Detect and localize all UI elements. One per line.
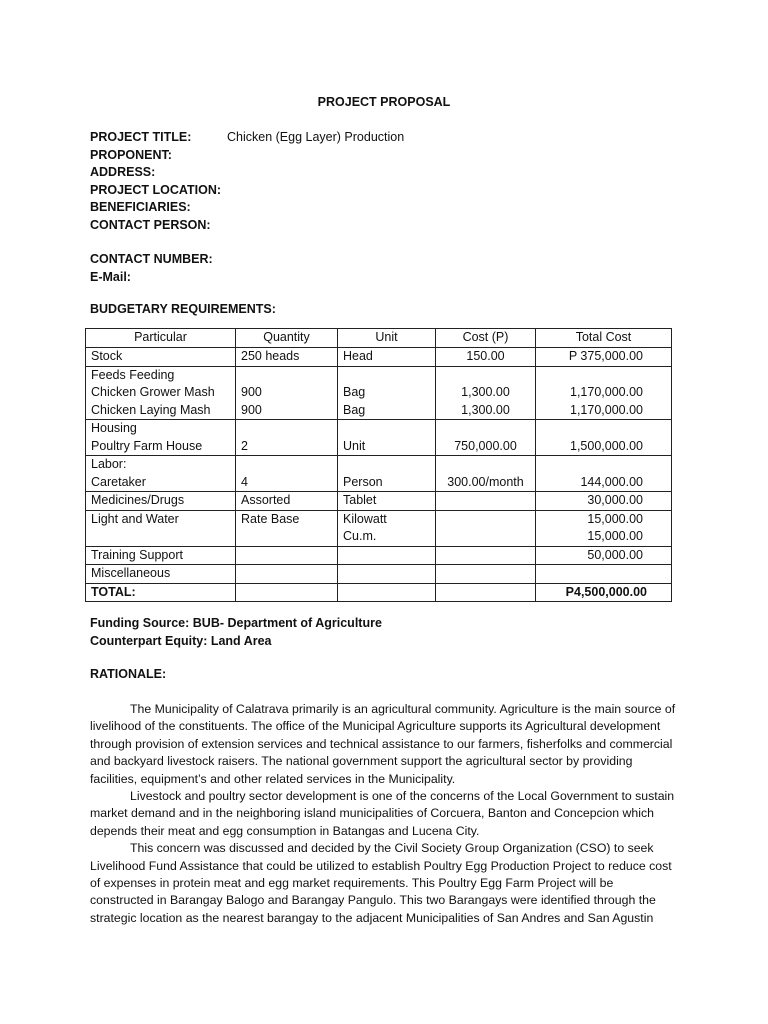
cell-line: Medicines/Drugs xyxy=(91,493,185,507)
cell-line: Bag xyxy=(343,385,366,399)
table-cell-unit xyxy=(338,348,436,367)
cell-line: Kilowatt xyxy=(343,511,387,526)
cell-line xyxy=(441,565,530,583)
table-cell-cost xyxy=(436,456,536,492)
table-cell-particular xyxy=(86,492,236,511)
cell-line: Labor: xyxy=(91,457,127,471)
table-cell-quantity xyxy=(236,348,338,367)
cell-line xyxy=(441,511,530,529)
cell-line: 250 heads xyxy=(241,349,300,363)
table-cell-cost xyxy=(436,546,536,565)
counterpart-equity: Counterpart Equity: Land Area xyxy=(90,634,272,648)
field-label: ADDRESS: xyxy=(90,165,156,179)
cell-line xyxy=(241,420,332,438)
table-cell xyxy=(338,583,436,602)
cell-line: Rate Base xyxy=(241,511,300,526)
table-cell-quantity xyxy=(236,366,338,420)
cell-line: Chicken Laying Mash xyxy=(91,402,211,417)
table-cell-cost xyxy=(436,420,536,456)
funding-source: Funding Source: BUB- Department of Agriculture xyxy=(90,616,382,630)
cell-line: Bag xyxy=(343,402,366,417)
total-label: TOTAL: xyxy=(86,583,236,602)
cell-line: 900 xyxy=(241,402,262,417)
cell-line: 750,000.00 xyxy=(454,438,517,453)
table-cell-particular xyxy=(86,348,236,367)
table-cell-unit xyxy=(338,546,436,565)
cell-line: Light and Water xyxy=(91,511,179,526)
column-header: Cost (P) xyxy=(436,329,536,348)
table-total-row xyxy=(86,583,672,602)
table-cell-cost xyxy=(436,348,536,367)
table-cell-particular xyxy=(86,366,236,420)
table-header-row xyxy=(86,329,672,348)
table-cell-total xyxy=(536,510,672,546)
column-header: Total Cost xyxy=(536,329,672,348)
cell-line: 900 xyxy=(241,385,262,399)
table-row xyxy=(86,510,672,546)
cell-line: 30,000.00 xyxy=(587,493,643,507)
table-cell-unit xyxy=(338,420,436,456)
table-cell-cost xyxy=(436,565,536,584)
field-value: Chicken (Egg Layer) Production xyxy=(227,130,405,144)
table-row xyxy=(86,492,672,511)
field-address xyxy=(90,164,404,182)
cell-line: Chicken Grower Mash xyxy=(91,385,215,399)
budget-table xyxy=(85,328,672,602)
table-row xyxy=(86,348,672,367)
table-cell-quantity xyxy=(236,565,338,584)
field-label: CONTACT PERSON: xyxy=(90,217,211,232)
cell-line: Feeds Feeding xyxy=(91,367,175,382)
field-label: PROJECT LOCATION: xyxy=(90,182,222,197)
rationale-body xyxy=(90,701,680,927)
field-project-title xyxy=(90,129,404,147)
table-cell-unit xyxy=(338,565,436,584)
rationale-heading: RATIONALE: xyxy=(90,667,167,681)
cell-line xyxy=(91,528,230,546)
cell-line: P 375,000.00 xyxy=(568,349,643,363)
table-cell xyxy=(236,583,338,602)
rationale-paragraph: Livestock and poultry sector development is one of the concerns of the Local Government to sustain market demand and in the neighboring island municipalities of Corcuera, Banton and Concepcion which depends their meat and egg consumption in Batangas and Lucena City. xyxy=(90,789,675,838)
field-label: CONTACT NUMBER: xyxy=(90,252,213,266)
cell-line: Tablet xyxy=(343,493,377,507)
table-cell-cost xyxy=(436,366,536,420)
funding-block xyxy=(90,614,382,650)
budget-heading: BUDGETARY REQUIREMENTS: xyxy=(90,302,276,316)
cell-line: Housing xyxy=(91,421,137,435)
cell-line: 1,300.00 xyxy=(461,402,510,417)
table-row xyxy=(86,366,672,420)
cell-line: Stock xyxy=(91,349,123,363)
table-cell-cost xyxy=(436,510,536,546)
cell-line xyxy=(541,367,643,385)
cell-line: Head xyxy=(343,349,373,363)
field-contact-person xyxy=(90,217,404,235)
cell-line xyxy=(241,565,332,583)
table-cell-total xyxy=(536,366,672,420)
table-cell-particular xyxy=(86,420,236,456)
field-label: PROPONENT: xyxy=(90,147,172,162)
cell-line xyxy=(343,547,430,565)
table-cell-particular xyxy=(86,565,236,584)
cell-line xyxy=(343,420,430,438)
cell-line: 1,500,000.00 xyxy=(570,438,643,453)
cell-line: 1,300.00 xyxy=(461,385,510,399)
table-cell-quantity xyxy=(236,510,338,546)
cell-line: Person xyxy=(343,474,383,489)
cell-line: 1,170,000.00 xyxy=(570,385,643,399)
table-row xyxy=(86,420,672,456)
cell-line: 1,170,000.00 xyxy=(570,402,643,417)
field-contact-number xyxy=(90,251,404,269)
cell-line: 2 xyxy=(241,438,248,453)
table-cell-unit xyxy=(338,456,436,492)
cell-line xyxy=(343,565,430,583)
table-cell-unit xyxy=(338,492,436,511)
cell-line: Unit xyxy=(343,438,366,453)
spacer xyxy=(90,234,404,251)
table-cell-quantity xyxy=(236,492,338,511)
project-info-fields xyxy=(90,129,404,286)
cell-line xyxy=(343,456,430,474)
cell-line: 144,000.00 xyxy=(580,474,643,489)
field-email xyxy=(90,269,404,287)
table-cell-total xyxy=(536,546,672,565)
cell-line xyxy=(441,367,530,385)
cell-line xyxy=(241,528,332,546)
field-label: BENEFICIARIES: xyxy=(90,200,191,214)
table-cell-total xyxy=(536,492,672,511)
cell-line xyxy=(343,367,430,385)
cell-line xyxy=(241,367,332,385)
total-value: P4,500,000.00 xyxy=(536,583,672,602)
table-cell-quantity xyxy=(236,420,338,456)
cell-line: 15,000.00 xyxy=(587,511,643,526)
rationale-paragraph: The Municipality of Calatrava primarily is an agricultural community. Agriculture is the main source of livelihood of the constituents. The office of the Municipal Agriculture supports its Agricultural development through provision of extension services and technical assistance to our farmers, fisherfolks and commercial and backyard livestock raisers. The national government support the agricultural sector by providing facilities, equipment’s and other related services in the Municipality. xyxy=(90,702,676,786)
table-cell-quantity xyxy=(236,546,338,565)
rationale-paragraph: This concern was discussed and decided by the Civil Society Group Organization (CSO) to seek Livelihood Fund Assistance that could be utilized to establish Poultry Egg Production Project to reduce cost of expenses in protein meat and egg market requirements. This Poultry Egg Farm Project will be constructed in Barangay Balogo and Barangay Pangulo. This two Barangays were identified through the strategic location as the nearest barangay to the adjacent Municipalities of San Andres and San Agustin xyxy=(90,841,672,925)
field-project-location xyxy=(90,182,404,200)
cell-line: Cu.m. xyxy=(343,529,377,543)
cell-line: Assorted xyxy=(241,493,291,507)
column-header: Particular xyxy=(86,329,236,348)
cell-line xyxy=(441,420,530,438)
field-proponent xyxy=(90,147,404,165)
cell-line xyxy=(441,456,530,474)
field-beneficiaries xyxy=(90,199,404,217)
column-header: Quantity xyxy=(236,329,338,348)
cell-line xyxy=(541,565,643,583)
cell-line xyxy=(241,456,332,474)
document-title: PROJECT PROPOSAL xyxy=(317,95,451,109)
cell-line xyxy=(441,547,530,565)
table-row xyxy=(86,565,672,584)
cell-line: Poultry Farm House xyxy=(91,438,203,453)
table-cell-unit xyxy=(338,366,436,420)
column-header: Unit xyxy=(338,329,436,348)
table-cell xyxy=(436,583,536,602)
cell-line: Miscellaneous xyxy=(91,566,171,580)
table-cell-particular xyxy=(86,546,236,565)
cell-line: 15,000.00 xyxy=(587,529,643,543)
table-row xyxy=(86,456,672,492)
table-cell-cost xyxy=(436,492,536,511)
table-cell-total xyxy=(536,565,672,584)
cell-line xyxy=(541,420,643,438)
table-cell-total xyxy=(536,456,672,492)
cell-line: 4 xyxy=(241,474,248,489)
table-cell-quantity xyxy=(236,456,338,492)
cell-line: Caretaker xyxy=(91,474,146,489)
cell-line xyxy=(541,456,643,474)
cell-line: 300.00/month xyxy=(447,474,524,489)
cell-line: 150.00 xyxy=(466,349,505,363)
cell-line xyxy=(241,547,332,565)
cell-line: Training Support xyxy=(91,547,183,562)
cell-line xyxy=(441,528,530,546)
cell-line: 50,000.00 xyxy=(587,547,643,562)
table-cell-particular xyxy=(86,456,236,492)
field-label: PROJECT TITLE: xyxy=(90,130,192,144)
table-cell-particular xyxy=(86,510,236,546)
table-row xyxy=(86,546,672,565)
table-cell-total xyxy=(536,348,672,367)
cell-line xyxy=(441,492,530,510)
table-cell-total xyxy=(536,420,672,456)
table-cell-unit xyxy=(338,510,436,546)
field-label: E-Mail: xyxy=(90,269,131,284)
